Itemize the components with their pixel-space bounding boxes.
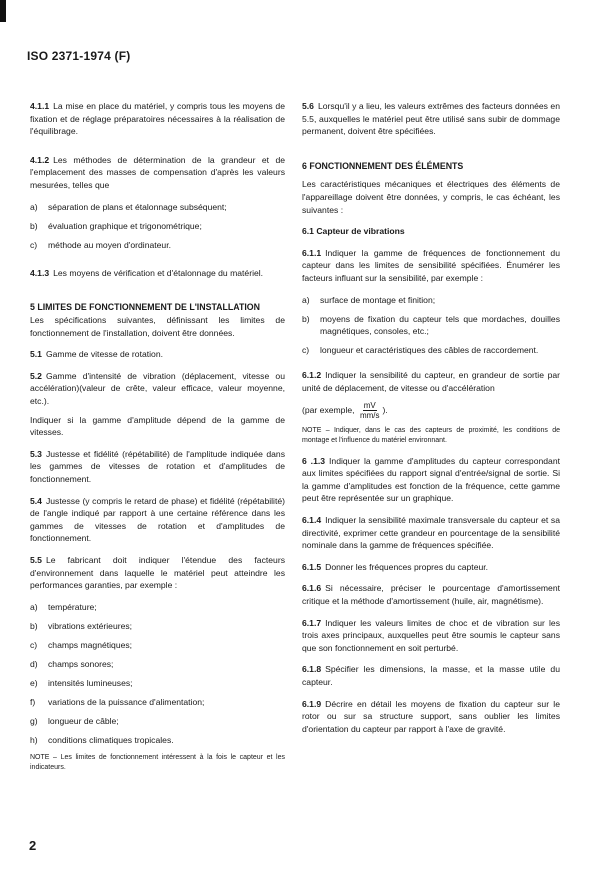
list-item: c) méthode au moyen d'ordinateur. xyxy=(30,239,171,250)
paragraph-5-4: 5.4 Justesse (y compris le retard de phase) et fidélité (répétabilité) de l'angle indiqué par rapport à une certaine référence dans les gammes de vitesses de rotation et d'amplitudes de fonctionnement. xyxy=(30,495,285,544)
paragraph-4-1-3: 4.1.3 Les moyens de vérification et d'étalonnage du matériel. xyxy=(30,267,264,278)
paragraph-6-1-2: 6.1.2 Indiquer la sensibilité du capteur, en grandeur de sortie par unité de déplacement, de vitesse ou d'accélération xyxy=(302,370,560,393)
left-column xyxy=(30,100,285,773)
list-6-1-1 xyxy=(302,294,560,357)
paragraph-6-1-5: 6.1.5 Donner les fréquences propres du capteur. xyxy=(302,561,489,572)
section-6-heading: 6 FONCTIONNEMENT DES ÉLÉMENTS xyxy=(302,160,464,171)
list-item: c) longueur et caractéristiques des câbles de raccordement. xyxy=(302,345,539,356)
list-item: b) vibrations extérieures; xyxy=(30,620,133,631)
paragraph-6-1-9: 6.1.9 Décrire en détail les moyens de fixation du capteur sur le rotor ou sur sa structure support, sans oublier les limites d'orientation du capteur par rapport à l'axe de gravité. xyxy=(302,698,560,734)
section-6-intro: Les caractéristiques mécaniques et électriques des éléments de l'appareillage doivent être données, y compris, le cas échéant, les suivantes : xyxy=(302,179,560,215)
note-6-1-2: NOTE – Indiquer, dans le cas des capteurs de proximité, les conditions de montage et l'influence du matériel environnant. xyxy=(302,426,560,444)
paragraph-6-1-8: 6.1.8 Spécifier les dimensions, la masse, et la masse utile du capteur. xyxy=(302,664,560,687)
list-4-1-2 xyxy=(30,201,285,252)
list-item: c) champs magnétiques; xyxy=(30,639,133,650)
paragraph-4-1-2: 4.1.2 Les méthodes de détermination de la grandeur et de l'emplacement des masses de compensation d'après les valeurs mesurées, telles que xyxy=(30,154,285,190)
list-item: b) moyens de fixation du capteur tels que mordaches, douilles magnétiques, consoles, etc.; xyxy=(302,313,560,337)
paragraph-5-2-extra: Indiquer si la gamme d'amplitude dépend de la gamme de vitesses. xyxy=(30,414,285,438)
formula-6-1-2: (par exemple, $\frac{mV}{mm/s}$ ). xyxy=(302,400,388,420)
subsection-6-1-heading: 6.1 Capteur de vibrations xyxy=(302,226,405,237)
paragraph-5-2: 5.2 Gamme d'intensité de vibration (déplacement, vitesse ou accélération)(valeur de crête, valeur efficace, valeur moyenne, etc.). xyxy=(30,370,285,406)
right-column xyxy=(302,100,560,735)
section-5-heading: 5 LIMITES DE FONCTIONNEMENT DE L'INSTALLATION xyxy=(30,302,260,313)
list-item: a) séparation de plans et étalonnage subséquent; xyxy=(30,201,227,212)
page-corner-mark xyxy=(0,0,6,22)
paragraph-5-1: 5.1 Gamme de vitesse de rotation. xyxy=(30,349,163,360)
paragraph-5-6: 5.6 Lorsqu'il y a lieu, les valeurs extrêmes des facteurs données en 5.5, auxquelles le matériel peut être utilisé sans subir de dommage permanent, doivent être spécifiées. xyxy=(302,101,560,137)
section-5-intro: Les spécifications suivantes, définissant les limites de fonctionnement de l'installation, doivent être données. xyxy=(30,315,285,338)
paragraph-5-3: 5.3 Justesse et fidélité (répétabilité) de l'amplitude indiquée dans les gammes de vitesses de rotation et d'amplitudes de fonctionnement. xyxy=(30,448,285,484)
paragraph-6-1-1: 6.1.1 Indiquer la gamme de fréquences de fonctionnement du capteur dans les limites de sensibilité spécifiées. Énumérer les facteurs influant sur la sensibilité, par exemple : xyxy=(302,247,560,283)
paragraph-6-1-4: 6.1.4 Indiquer la sensibilité maximale transversale du capteur et sa directivité, exprimer cette grandeur en pourcentage de la sensibilité nominale dans la gamme de fréquences spécifiée. xyxy=(302,514,560,551)
list-item: a) surface de montage et finition; xyxy=(302,294,436,305)
list-item: d) champs sonores; xyxy=(30,659,114,669)
paragraph-6-1-6: 6.1.6 Si nécessaire, préciser le pourcentage d'amortissement critique et la méthode d'amortissement (huile, air, magnétisme). xyxy=(302,583,560,606)
list-item: g) longueur de câble; xyxy=(30,716,119,727)
page-number: 2 xyxy=(29,838,37,853)
list-item: b) évaluation graphique et trigonométrique; xyxy=(30,220,202,231)
document-header: ISO 2371-1974 (F) xyxy=(27,49,131,63)
list-item: e) intensités lumineuses; xyxy=(30,678,133,689)
paragraph-4-1-1: 4.1.1 La mise en place du matériel, y compris tous les moyens de fixation et de réglage préparatoires nécessaires à la réalisation de l'équilibrage. xyxy=(30,101,285,137)
list-item: h) conditions climatiques tropicales. xyxy=(30,735,174,746)
paragraph-5-5: 5.5 Le fabricant doit indiquer l'étendue des facteurs d'environnement dans laquelle le matériel peut atteindre les performances garanties, par exemple : xyxy=(30,554,285,591)
unit-fraction: $\frac{mV}{mm/s}$ xyxy=(359,400,380,420)
list-item: f) variations de la puissance d'alimentation; xyxy=(30,697,205,708)
list-item: a) température; xyxy=(30,601,97,612)
list-5-5 xyxy=(30,601,285,747)
paragraph-6-1-7: 6.1.7 Indiquer les valeurs limites de choc et de vibration sur les trois axes principaux, auxquelles peut être soumis le capteur sans que son fonctionnement en soit perturbé. xyxy=(302,617,560,653)
paragraph-6-1-3: 6 .1.3 Indiquer la gamme d'amplitudes du capteur correspondant aux limites spécifiées du rapport signal d'entrée/signal de sortie. Si la gamme d'amplitudes est fonction de la fréquence, cette gamme peut être représentée sur un graphique. xyxy=(302,455,560,504)
note-5: NOTE – Les limites de fonctionnement intéressent à la fois le capteur et les indicateurs. xyxy=(30,754,285,772)
